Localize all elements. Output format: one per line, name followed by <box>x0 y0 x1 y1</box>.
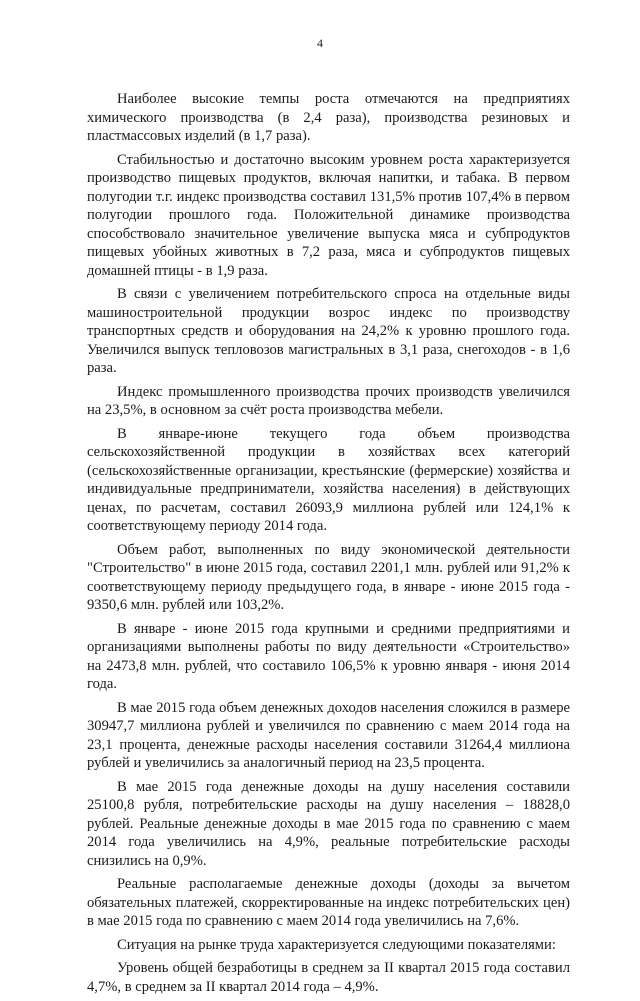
paragraph-food-production: Стабильностью и достаточно высоким уровнем роста характеризуется производство пищевых продуктов, включая напитки, и табака. В первом полугодии т.г. индекс производства составил 131,5% против 107,4% в первом полугодии прошлого года. Положительной динамике производства способствовало значительное увеличение выпуска мяса и субпродуктов пищевых убойных животных в 7,2 раза, мяса и субпродуктов пищевых домашней птицы - в 1,9 раза. <box>87 151 570 279</box>
paragraph-unemployment: Уровень общей безработицы в среднем за II квартал 2015 года составил 4,7%, в среднем за II квартал 2014 года – 4,9%. <box>87 960 570 995</box>
paragraph-population-income: В мае 2015 года объем денежных доходов населения сложился в размере 30947,7 миллиона рублей и увеличился по сравнению с маем 2014 года на 23,1 процента, денежные расходы населения составили 31264,4 миллиона рублей и увеличились за аналогичный период на 23,5 процента. <box>87 699 570 771</box>
paragraph-agriculture: В январе-июне текущего года объем производства сельскохозяйственной продукции в хозяйствах всех категорий (сельскохозяйственные организации, крестьянские (фермерские) хозяйства и индивидуальные предприниматели, хозяйства населения) в действующих ценах, по расчетам, составил 26093,9 миллиона рублей или 124,1% к соответствующему периоду 2014 года. <box>87 425 570 534</box>
document-body <box>87 90 570 1001</box>
paragraph-chemical-growth: Наиболее высокие темпы роста отмечаются на предприятиях химического производства (в 2,4 раза), производства резиновых и пластмассовых изделий (в 1,7 раза). <box>87 91 570 144</box>
paragraph-machinery: В связи с увеличением потребительского спроса на отдельные виды машиностроительной продукции возрос индекс по производству транспортных средств и оборудования на 24,2% к уровню прошлого года. Увеличился выпуск тепловозов магистральных в 3,1 раза, снегоходов - в 1,6 раза. <box>87 286 570 376</box>
page-number: 4 <box>317 36 323 50</box>
paragraph-labor-market: Ситуация на рынке труда характеризуется следующими показателями: <box>117 936 556 953</box>
paragraph-construction-large: В январе - июне 2015 года крупными и средними предприятиями и организациями выполнены работы по виду деятельности «Строительство» на 2473,8 млн. рублей, что составило 106,5% к уровню января - июня 2014 года. <box>87 620 570 692</box>
paragraph-other-production: Индекс промышленного производства прочих производств увеличился на 23,5%, в основном за счёт роста производства мебели. <box>87 383 570 418</box>
paragraph-construction: Объем работ, выполненных по виду экономической деятельности "Строительство" в июне 2015 года, составил 2201,1 млн. рублей или 91,2% к соответствующему периоду предыдущего года, в январе - июне 2015 года - 9350,6 млн. рублей или 103,2%. <box>87 541 570 613</box>
paragraph-income-per-capita: В мае 2015 года денежные доходы на душу населения составили 25100,8 рубля, потребительские расходы на душу населения – 18828,0 рублей. Реальные денежные доходы в мае 2015 года по сравнению с маем 2014 года увеличились на 4,9%, реальные потребительские расходы снизились на 0,9%. <box>87 778 570 869</box>
paragraph-disposable-income: Реальные располагаемые денежные доходы (доходы за вычетом обязательных платежей, скорректированные на индекс потребительских цен) в мае 2015 года по сравнению с маем 2014 года увеличились на 7,6%. <box>87 876 570 929</box>
